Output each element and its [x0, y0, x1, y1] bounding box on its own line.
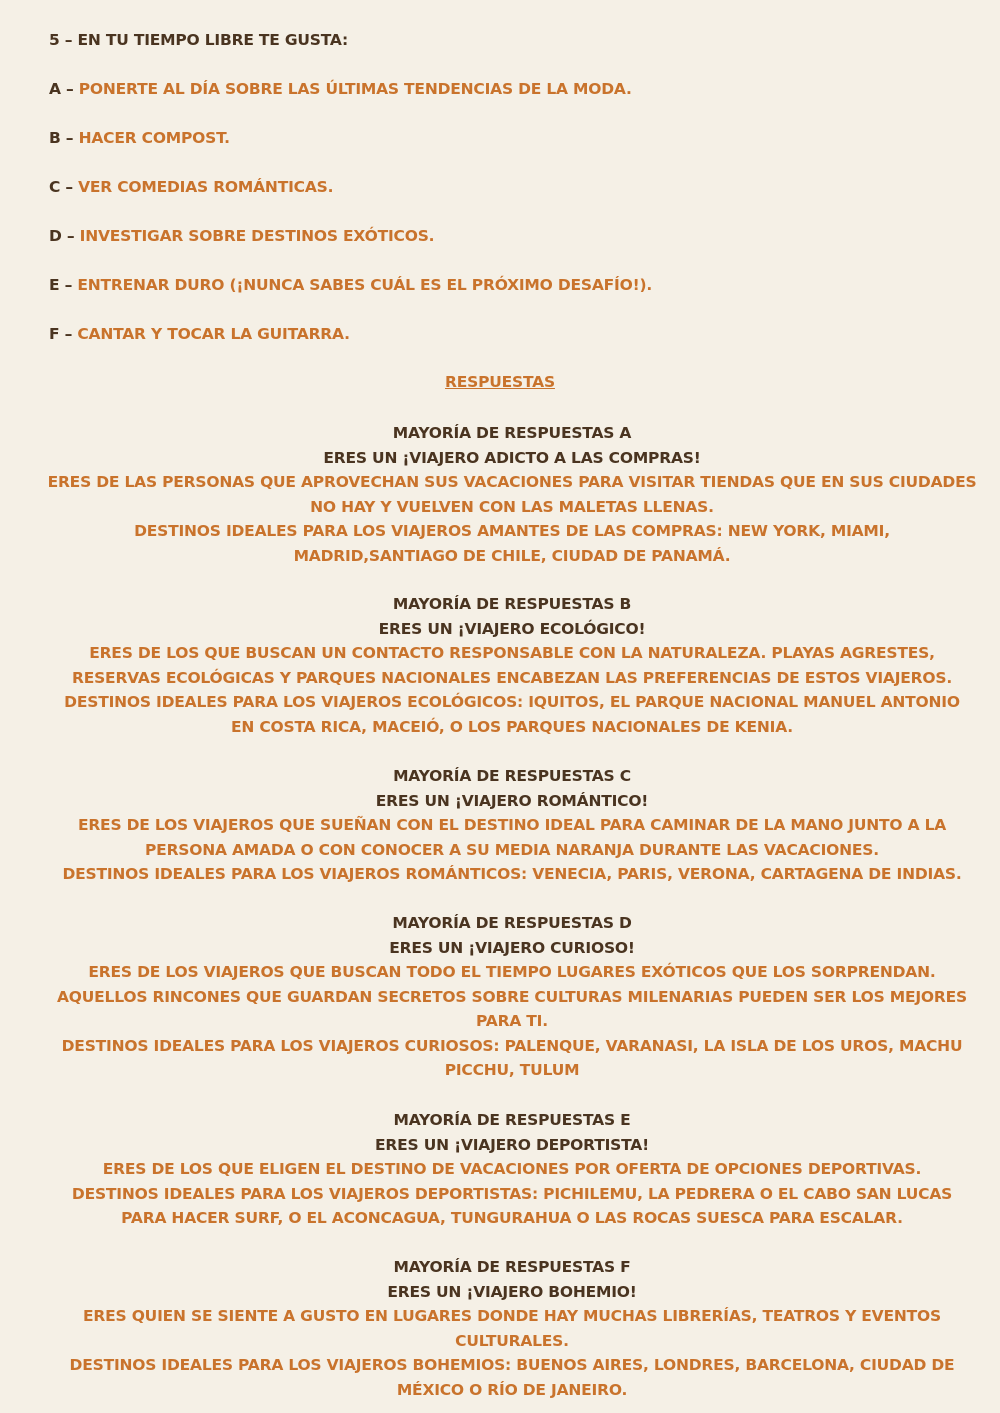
- result-type: ERES UN ¡VIAJERO ADICTO A LAS COMPRAS!: [323, 448, 701, 467]
- result-line: NO HAY Y VUELVEN CON LAS MALETAS LLENAS.: [310, 497, 714, 516]
- result-type: ERES UN ¡VIAJERO BOHEMIO!: [387, 1282, 637, 1301]
- result-line: ERES QUIEN SE SIENTE A GUSTO EN LUGARES DONDE HAY MUCHAS LIBRERÍAS, TEATROS Y EVENTOS: [83, 1307, 941, 1325]
- option-a: [49, 80, 632, 98]
- result-line: DESTINOS IDEALES PARA LOS VIAJEROS CURIOSOS: PALENQUE, VARANASI, LA ISLA DE LOS UROS, MACHU: [61, 1036, 963, 1055]
- result-block-c: [20, 764, 1000, 887]
- result-line: PICCHU, TULUM: [444, 1061, 580, 1079]
- result-line: DESTINOS IDEALES PARA LOS VIAJEROS DEPORTISTAS: PICHILEMU, LA PEDRERA O EL CABO SAN LUCAS: [71, 1184, 953, 1203]
- result-line: DESTINOS IDEALES PARA LOS VIAJEROS ECOLÓGICOS: IQUITOS, EL PARQUE NACIONAL MANUEL ANTONIO: [64, 693, 960, 711]
- option-text: PONERTE AL DÍA SOBRE LAS ÚLTIMAS TENDENCIAS DE LA MODA.: [78, 80, 632, 98]
- result-line: PARA HACER SURF, O EL ACONCAGUA, TUNGURAHUA O LAS ROCAS SUESCA PARA ESCALAR.: [121, 1209, 903, 1227]
- result-type: ERES UN ¡VIAJERO ECOLÓGICO!: [378, 619, 646, 638]
- result-block-f: [20, 1255, 1000, 1402]
- question-title: 5 – EN TU TIEMPO LIBRE TE GUSTA:: [49, 31, 348, 49]
- result-heading: MAYORÍA DE RESPUESTAS D: [392, 914, 632, 932]
- result-line: DESTINOS IDEALES PARA LOS VIAJEROS BOHEMIOS: BUENOS AIRES, LONDRES, BARCELONA, CIUDAD DE: [69, 1356, 955, 1374]
- option-letter: E –: [49, 276, 73, 294]
- option-text: HACER COMPOST.: [78, 129, 230, 147]
- result-type: ERES UN ¡VIAJERO ROMÁNTICO!: [375, 791, 649, 810]
- result-line: ERES DE LOS VIAJEROS QUE BUSCAN TODO EL TIEMPO LUGARES EXÓTICOS QUE LOS SORPRENDAN.: [88, 963, 936, 981]
- option-text: INVESTIGAR SOBRE DESTINOS EXÓTICOS.: [79, 227, 435, 245]
- result-type: ERES UN ¡VIAJERO CURIOSO!: [389, 938, 635, 957]
- result-line: PERSONA AMADA O CON CONOCER A SU MEDIA NARANJA DURANTE LAS VACACIONES.: [145, 840, 879, 859]
- result-type: ERES UN ¡VIAJERO DEPORTISTA!: [375, 1135, 649, 1154]
- option-text: ENTRENAR DURO (¡NUNCA SABES CUÁL ES EL PRÓXIMO DESAFÍO!).: [77, 276, 653, 294]
- result-heading: MAYORÍA DE RESPUESTAS F: [393, 1258, 631, 1276]
- option-c: [49, 178, 333, 196]
- result-line: ERES DE LOS QUE BUSCAN UN CONTACTO RESPONSABLE CON LA NATURALEZA. PLAYAS AGRESTES,: [89, 644, 935, 662]
- option-f: [49, 325, 350, 343]
- result-line: DESTINOS IDEALES PARA LOS VIAJEROS ROMÁNTICOS: VENECIA, PARIS, VERONA, CARTAGENA DE INDIAS.: [62, 865, 962, 883]
- option-d: [49, 227, 434, 245]
- option-letter: C –: [49, 178, 73, 196]
- result-line: CULTURALES.: [455, 1331, 569, 1350]
- result-line: EN COSTA RICA, MACEIÓ, O LOS PARQUES NACIONALES DE KENIA.: [230, 717, 793, 736]
- option-letter: D –: [49, 227, 75, 245]
- option-text: CANTAR Y TOCAR LA GUITARRA.: [77, 325, 350, 343]
- result-line: MÉXICO O RÍO DE JANEIRO.: [396, 1380, 628, 1399]
- result-block-e: [20, 1108, 1000, 1231]
- option-letter: F –: [49, 325, 73, 343]
- result-line: ERES DE LAS PERSONAS QUE APROVECHAN SUS VACACIONES PARA VISITAR TIENDAS QUE EN SUS CIUDADES: [47, 473, 977, 491]
- result-line: RESERVAS ECOLÓGICAS Y PARQUES NACIONALES ENCABEZAN LAS PREFERENCIAS DE ESTOS VIAJEROS.: [71, 668, 953, 687]
- result-block-a: [20, 421, 1000, 568]
- option-text: VER COMEDIAS ROMÁNTICAS.: [78, 178, 334, 196]
- result-heading: MAYORÍA DE RESPUESTAS E: [393, 1111, 631, 1129]
- result-block-d: [20, 911, 1000, 1083]
- result-heading: MAYORÍA DE RESPUESTAS A: [392, 424, 632, 442]
- result-line: ERES DE LOS VIAJEROS QUE SUEÑAN CON EL DESTINO IDEAL PARA CAMINAR DE LA MANO JUNTO A LA: [77, 816, 947, 834]
- result-line: DESTINOS IDEALES PARA LOS VIAJEROS AMANTES DE LAS COMPRAS: NEW YORK, MIAMI,: [134, 522, 890, 540]
- option-e: [49, 276, 652, 294]
- result-heading: MAYORÍA DE RESPUESTAS C: [393, 767, 631, 785]
- result-line: PARA TI.: [476, 1012, 548, 1030]
- option-letter: B –: [49, 129, 74, 147]
- result-heading: MAYORÍA DE RESPUESTAS B: [392, 595, 632, 613]
- result-line: MADRID,SANTIAGO DE CHILE, CIUDAD DE PANAMÁ.: [293, 546, 731, 565]
- result-line: AQUELLOS RINCONES QUE GUARDAN SECRETOS SOBRE CULTURAS MILENARIAS PUEDEN SER LOS MEJORES: [57, 987, 967, 1006]
- option-b: [49, 129, 230, 147]
- result-line: ERES DE LOS QUE ELIGEN EL DESTINO DE VACACIONES POR OFERTA DE OPCIONES DEPORTIVAS.: [102, 1160, 922, 1178]
- option-letter: A –: [49, 80, 74, 98]
- result-block-b: [20, 592, 1000, 739]
- answers-heading: RESPUESTAS: [445, 373, 555, 391]
